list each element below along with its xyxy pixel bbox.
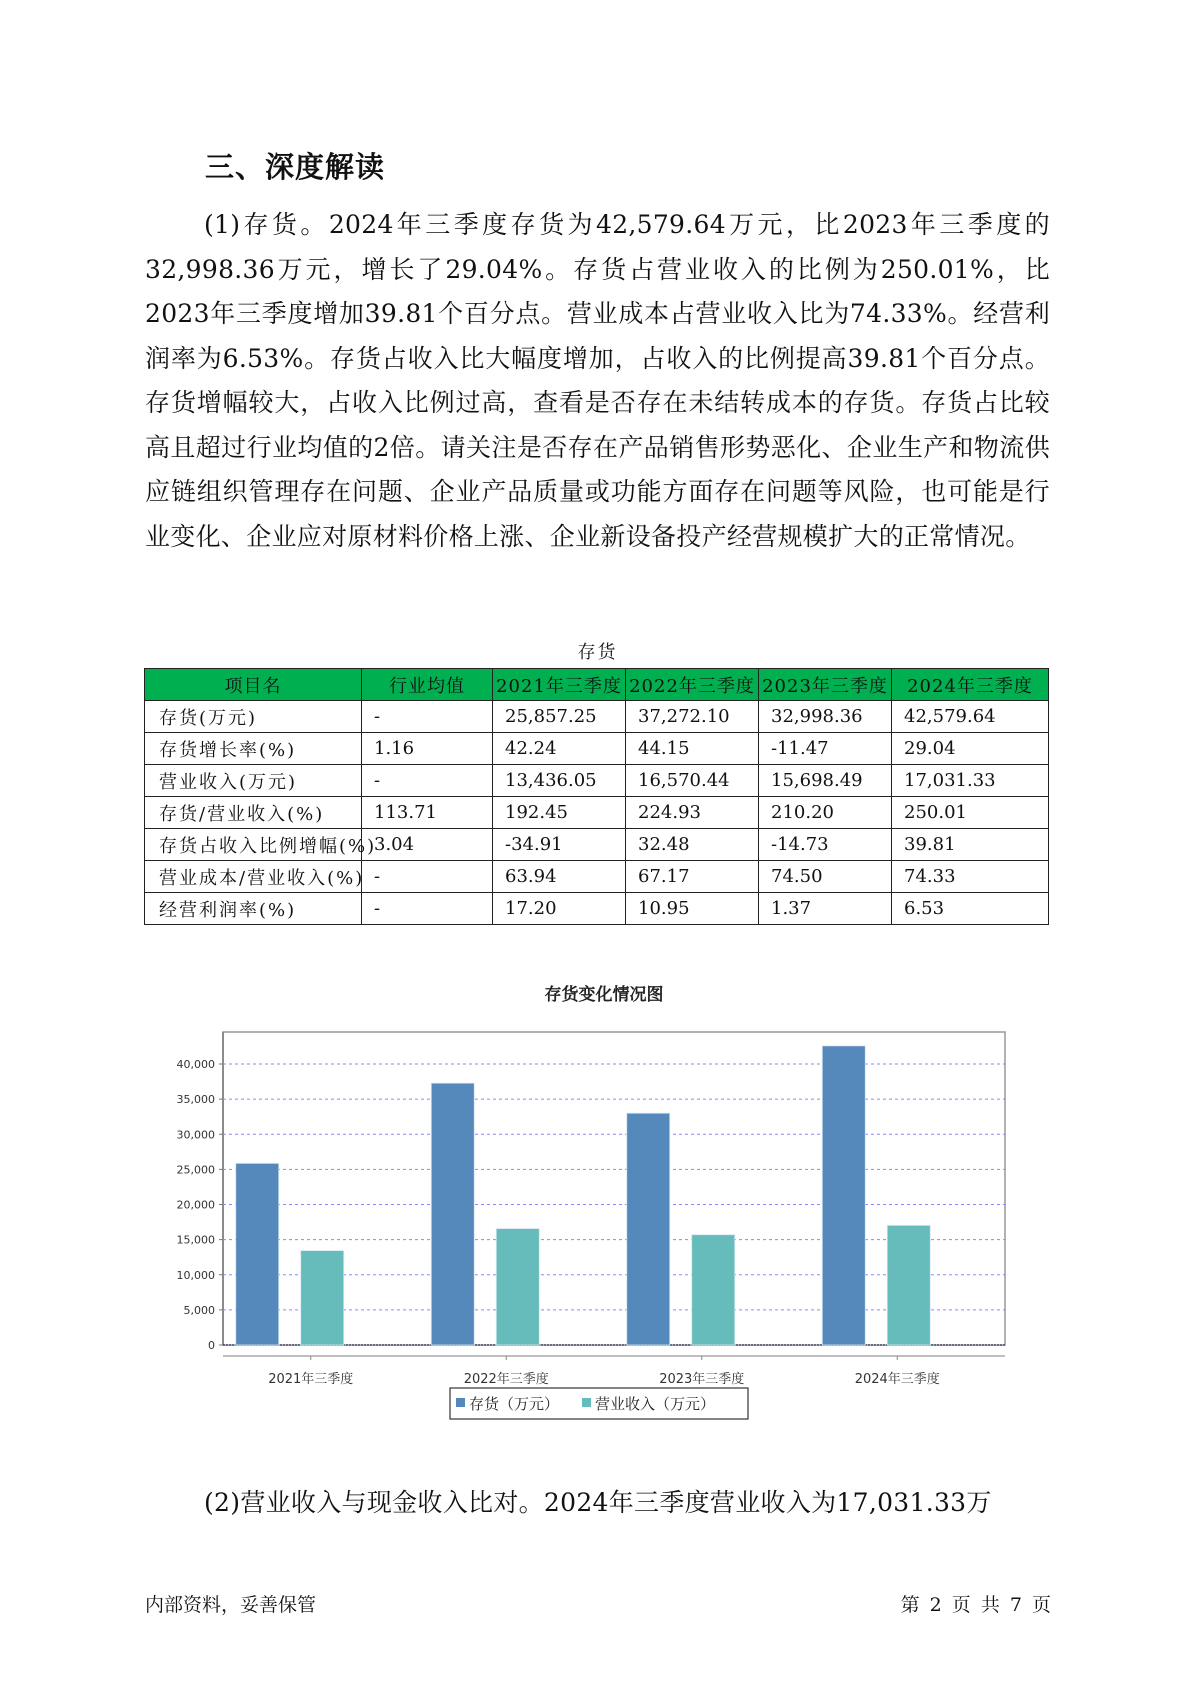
value-cell: 1.37 — [759, 893, 892, 925]
value-cell: - — [362, 701, 493, 733]
footer-page-number: 第 2 页 共 7 页 — [900, 1594, 1051, 1616]
table-row — [145, 765, 1049, 797]
value-cell: -34.91 — [493, 829, 626, 861]
table-caption: 存货 — [577, 642, 618, 663]
y-tick-label: 0 — [208, 1339, 215, 1352]
x-tick-label: 2021年三季度 — [268, 1372, 354, 1387]
column-header: 2023年三季度 — [759, 669, 892, 701]
table-row — [145, 829, 1049, 861]
value-cell: - — [362, 861, 493, 893]
y-tick-label: 10,000 — [176, 1268, 215, 1282]
bar-revenue — [496, 1229, 539, 1345]
value-cell: 32.48 — [626, 829, 759, 861]
row-label-cell: 存货(万元) — [145, 701, 362, 733]
column-header: 2022年三季度 — [626, 669, 759, 701]
chart-svg — [160, 980, 1040, 1450]
section-heading: 三、深度解读 — [205, 150, 386, 184]
value-cell: 224.93 — [626, 797, 759, 829]
value-cell: 113.71 — [362, 797, 493, 829]
value-cell: 25,857.25 — [493, 701, 626, 733]
bar-inventory — [236, 1163, 279, 1345]
chart-title: 存货变化情况图 — [544, 985, 664, 1005]
column-header: 行业均值 — [362, 669, 493, 701]
value-cell: 6.53 — [892, 893, 1049, 925]
table-row — [145, 797, 1049, 829]
bar-revenue — [301, 1251, 344, 1345]
legend-swatch — [582, 1398, 591, 1407]
value-cell: 42,579.64 — [892, 701, 1049, 733]
y-tick-label: 20,000 — [176, 1198, 215, 1212]
bar-revenue — [887, 1225, 930, 1345]
value-cell: 210.20 — [759, 797, 892, 829]
row-label-cell: 经营利润率(%) — [145, 893, 362, 925]
table-row — [145, 733, 1049, 765]
value-cell: 1.16 — [362, 733, 493, 765]
value-cell: 15,698.49 — [759, 765, 892, 797]
column-header: 2021年三季度 — [493, 669, 626, 701]
value-cell: 17.20 — [493, 893, 626, 925]
value-cell: 42.24 — [493, 733, 626, 765]
y-tick-label: 40,000 — [176, 1058, 215, 1071]
value-cell: 250.01 — [892, 797, 1049, 829]
value-cell: 17,031.33 — [892, 765, 1049, 797]
row-label-cell: 营业成本/营业收入(%) — [145, 861, 362, 893]
legend-label: 营业收入（万元） — [595, 1395, 716, 1413]
y-tick-label: 15,000 — [176, 1233, 215, 1247]
bar-inventory — [822, 1046, 865, 1345]
table-row — [145, 861, 1049, 893]
value-cell: - — [362, 893, 493, 925]
table-header-row — [145, 669, 1049, 701]
x-tick-label: 2024年三季度 — [854, 1372, 940, 1387]
value-cell: -11.47 — [759, 733, 892, 765]
value-cell: 16,570.44 — [626, 765, 759, 797]
inventory-table — [144, 668, 1049, 925]
table-row — [145, 701, 1049, 733]
row-label-cell: 存货/营业收入(%) — [145, 797, 362, 829]
row-label-cell: 存货占收入比例增幅(%) — [145, 829, 362, 861]
legend-swatch — [456, 1398, 465, 1407]
column-header: 2024年三季度 — [892, 669, 1049, 701]
value-cell: - — [362, 765, 493, 797]
row-label-cell: 存货增长率(%) — [145, 733, 362, 765]
table-row — [145, 893, 1049, 925]
value-cell: 3.04 — [362, 829, 493, 861]
value-cell: 67.17 — [626, 861, 759, 893]
footer-confidential-note: 内部资料，妥善保管 — [145, 1594, 317, 1616]
bar-revenue — [692, 1235, 735, 1345]
y-tick-label: 5,000 — [183, 1303, 215, 1317]
bar-inventory — [627, 1113, 670, 1345]
value-cell: 32,998.36 — [759, 701, 892, 733]
x-tick-label: 2023年三季度 — [659, 1372, 745, 1387]
row-label-cell: 营业收入(万元) — [145, 765, 362, 797]
y-tick-label: 30,000 — [176, 1128, 215, 1142]
inventory-chart — [160, 980, 1040, 1450]
value-cell: 44.15 — [626, 733, 759, 765]
value-cell: -14.73 — [759, 829, 892, 861]
inventory-analysis-paragraph: (1)存货。2024年三季度存货为42,579.64万元，比2023年三季度的32,998.36万元，增长了29.04%。存货占营业收入的比例为250.01%，比2023年三季度增加39.81个百分点。营业成本占营业收入比为74.33%。经营利润率为6.53%。存货占收入比大幅度增加，占收入的比例提高39.81个百分点。存货增幅较大，占收入比例过高，查看是否存在未结转成本的存货。存货占比较高且超过行业均值的2倍。请关注是否存在产品销售形势恶化、企业生产和物流供应链组织管理存在问题、企业产品质量或功能方面存在问题等风险，也可能是行业变化、企业应对原材料价格上涨、企业新设备投产经营规模扩大的正常情况。 — [145, 210, 1050, 551]
value-cell: 13,436.05 — [493, 765, 626, 797]
bar-inventory — [431, 1083, 474, 1345]
x-tick-label: 2022年三季度 — [463, 1372, 549, 1387]
y-tick-label: 25,000 — [176, 1163, 215, 1177]
value-cell: 74.33 — [892, 861, 1049, 893]
value-cell: 39.81 — [892, 829, 1049, 861]
value-cell: 192.45 — [493, 797, 626, 829]
value-cell: 63.94 — [493, 861, 626, 893]
value-cell: 10.95 — [626, 893, 759, 925]
value-cell: 29.04 — [892, 733, 1049, 765]
y-tick-label: 35,000 — [176, 1093, 215, 1107]
revenue-cash-paragraph: (2)营业收入与现金收入比对。2024年三季度营业收入为17,031.33万 — [204, 1488, 992, 1517]
value-cell: 37,272.10 — [626, 701, 759, 733]
legend-label: 存货（万元） — [469, 1395, 560, 1413]
column-header: 项目名 — [145, 669, 362, 701]
value-cell: 74.50 — [759, 861, 892, 893]
